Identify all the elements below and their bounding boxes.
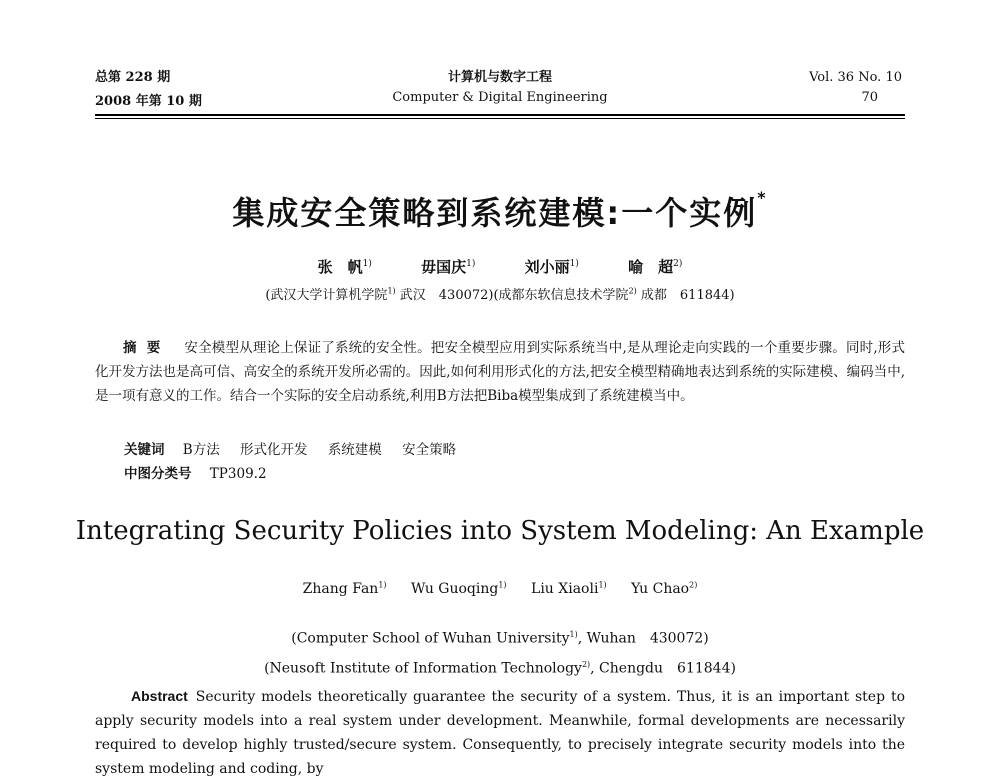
- affiliation-en-line-1: (Computer School of Wuhan University$^{1)}$, Wuhan 430072): [291, 630, 709, 647]
- keyword: 系统建模: [327, 442, 382, 458]
- header-rule-thick: [95, 114, 905, 116]
- keyword: B方法: [182, 442, 220, 458]
- title-en: Integrating Security Policies into System Modeling: An Example: [75, 516, 925, 546]
- journal-name-cn: 计算机与数字工程: [447, 70, 552, 85]
- author-cn: 毋国庆$^{1)}$: [421, 258, 476, 276]
- abstract-cn: [95, 336, 905, 408]
- abstract-en-label: Abstract: [131, 688, 188, 704]
- keywords-label: 关键词: [124, 442, 165, 458]
- author-cn: 张 帆$^{1)}$: [317, 258, 372, 276]
- abstract-en-text: Security models theoretically guarantee the security of a system. Thus, it is an important step to apply security models into a real system under development. Meanwhile, formal developments are necessarily required to develop highly trusted/secure system. Consequently, to precisely integrate security models into the system modeling and coding, by: [95, 689, 905, 777]
- affiliation-en: [0, 622, 1000, 681]
- abstract-en: [95, 684, 905, 781]
- volume-number: Vol. 36 No. 10: [809, 70, 902, 85]
- page-number: 70: [861, 90, 878, 105]
- abstract-cn-label: 摘要: [123, 340, 171, 356]
- affiliation-en-line-2: (Neusoft Institute of Information Technology$^{2)}$, Chengdu 611844): [264, 659, 736, 677]
- author-en: Yu Chao$^{2)}$: [631, 580, 698, 597]
- keyword: 安全策略: [402, 442, 457, 458]
- author-cn: 喻 超$^{2)}$: [628, 258, 683, 276]
- keyword: 形式化开发: [240, 442, 308, 458]
- author-en: Wu Guoqing$^{1)}$: [411, 580, 507, 597]
- author-en: Zhang Fan$^{1)}$: [302, 580, 387, 597]
- journal-name-en: Computer & Digital Engineering: [392, 90, 608, 105]
- title-cn: [0, 188, 1000, 234]
- keywords-block: [124, 438, 472, 486]
- classification-line: [124, 462, 472, 486]
- classification-value: TP309.2: [209, 466, 267, 482]
- author-en: Liu Xiaoli$^{1)}$: [531, 580, 607, 597]
- abstract-cn-text: 安全模型从理论上保证了系统的安全性。把安全模型应用到实际系统当中,是从理论走向实践的一个重要步骤。同时,形式化开发方法也是高可信、高安全的系统开发所必需的。因此,如何利用形式化的方法,把安全模型精确地表达到系统的实际建模、编码当中,是一项有意义的工作。结合一个实际的安全启动系统,利用B方法把Biba模型集成到了系统建模当中。: [95, 340, 905, 404]
- journal-name: [360, 68, 640, 108]
- authors-cn: [0, 256, 1000, 277]
- issue-total: 总第 228 期: [95, 70, 171, 85]
- keywords-line: [124, 438, 472, 462]
- authors-en: [0, 580, 1000, 597]
- issue-year: 2008 年第 10 期: [95, 94, 202, 109]
- author-cn: 刘小丽$^{1)}$: [524, 258, 579, 276]
- affiliation-cn: (武汉大学计算机学院$^{1)}$ 武汉 430072)(成都东软信息技术学院$^{2)}$ 成都 611844): [265, 286, 735, 303]
- issue-info: [95, 66, 202, 114]
- title-footnote-mark: *: [757, 188, 768, 207]
- classification-label: 中图分类号: [124, 466, 192, 482]
- volume-info: [809, 68, 902, 108]
- header-rule-thin: [95, 118, 905, 119]
- title-cn-text: 集成安全策略到系统建模:一个实例: [232, 194, 758, 232]
